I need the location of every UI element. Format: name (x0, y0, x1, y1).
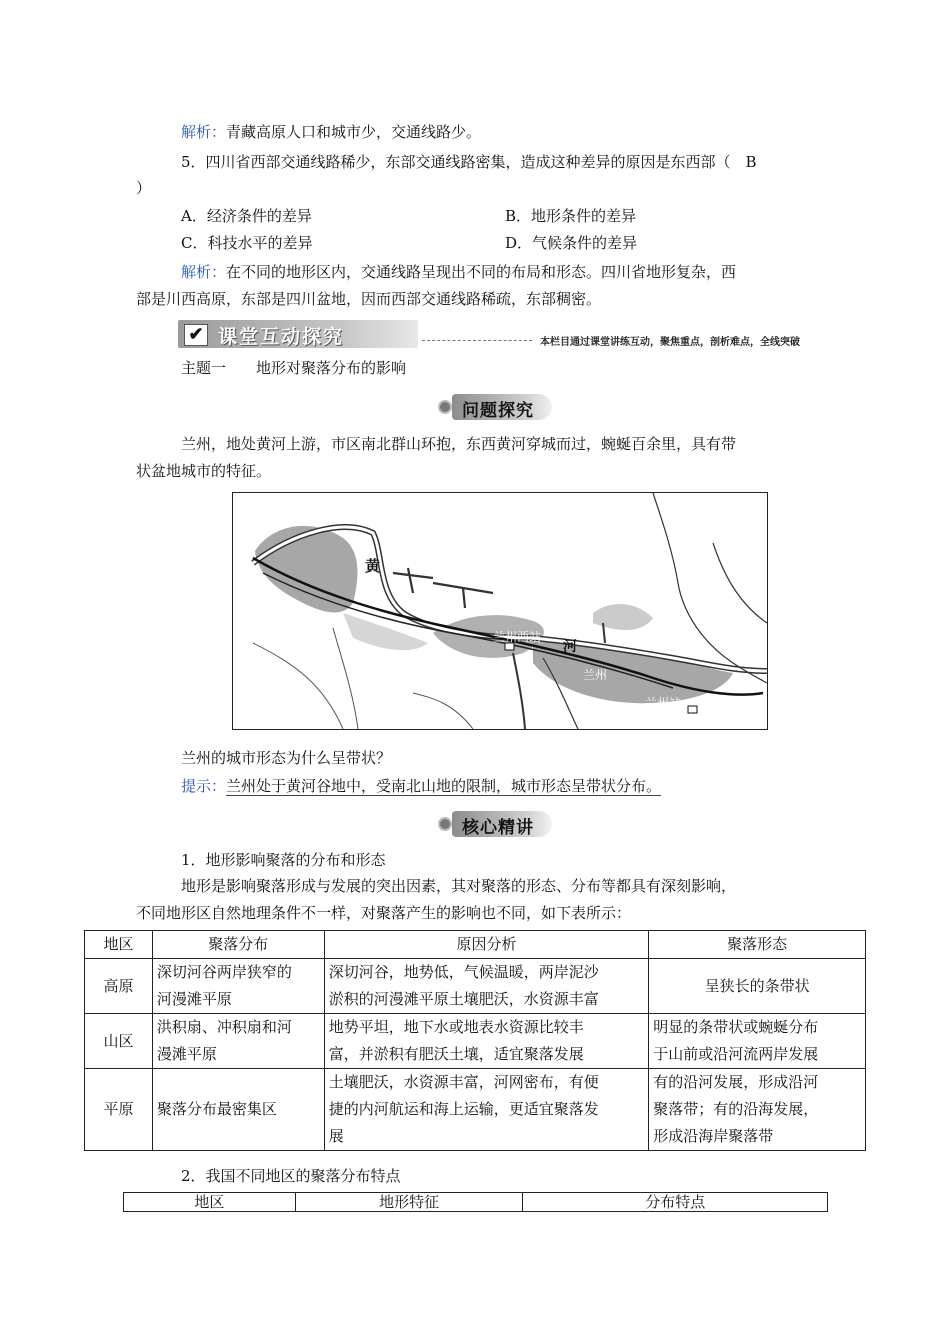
question-text: 兰州的城市形态为什么呈带状？ (181, 749, 392, 767)
cell-line: 土壤肥沃，水资源丰富，河网密布，有便 (328, 1073, 599, 1091)
point1-para2: 不同地形区自然地理条件不一样，对聚落产生的影响也不同，如下表所示： (136, 904, 632, 922)
map-label-zhan: 兰州站 (645, 696, 682, 710)
station-west-marker (505, 643, 514, 650)
cell-line: 于山前或沿河流两岸发展 (653, 1045, 819, 1063)
section-banner (178, 320, 850, 350)
cell-line: 地势平坦，地下水或地表水资源比较丰 (328, 1018, 584, 1036)
q5-stem-cont: ） (136, 179, 152, 197)
cell-region: 山区 (85, 1014, 153, 1069)
table-header-row (85, 931, 866, 959)
cell-line: 展 (328, 1127, 344, 1145)
hint-text (181, 776, 661, 796)
banner-note: 本栏目通过课堂讲练互动，聚焦重点，剖析难点，全线突破 (540, 337, 800, 348)
mountain-ridge-1 (393, 568, 433, 593)
point1-heading: 1．地形影响聚落的分布和形态 (181, 851, 386, 869)
header-pattern: 分布特点 (523, 1193, 828, 1212)
table-row (85, 1069, 866, 1151)
cell-line: 有的沿河发展，形成沿河 (653, 1073, 819, 1091)
q5-option-a: A．经济条件的差异 (181, 207, 312, 225)
cell-reason (324, 1069, 649, 1151)
tributary-south (513, 653, 525, 729)
header-distribution: 聚落分布 (152, 931, 324, 959)
intro-line2: 状盆地城市的特征。 (136, 462, 272, 480)
cell-form (649, 1014, 866, 1069)
intro-line1: 兰州，地处黄河上游，市区南北群山环抱，东西黄河穿城而过，蜿蜒百余里，具有带 (181, 435, 737, 453)
urban-area-west (255, 526, 357, 613)
banner-title: 课堂互动探究 (218, 326, 345, 348)
cell-line: 明显的条带状或蜿蜒分布 (653, 1018, 819, 1036)
cell-line: 河漫滩平原 (156, 990, 232, 1008)
q4-analysis (181, 122, 481, 142)
header-terrain: 地形特征 (295, 1193, 523, 1212)
header-region: 地区 (124, 1193, 296, 1212)
map-label-lanzhou: 兰州 (583, 668, 608, 682)
section-pill-core (438, 811, 558, 837)
mountain-ridge-2 (433, 583, 493, 608)
cell-line: 深切河谷两岸狭窄的 (156, 963, 292, 981)
cell-line: 深切河谷，地势低，气候温暖，两岸泥沙 (328, 963, 599, 981)
tributary-northeast (713, 543, 767, 623)
section-pill-problem (438, 394, 558, 420)
map-label-huang: 黄 (365, 557, 381, 575)
cell-reason (324, 959, 649, 1014)
cell-line: 形成沿海岸聚落带 (653, 1127, 774, 1145)
q5-option-b: B．地形条件的差异 (505, 207, 637, 225)
lanzhou-map (232, 492, 768, 730)
cell-form: 呈狭长的条带状 (649, 959, 866, 1014)
bullet-icon (438, 817, 452, 831)
regional-settlement-table (123, 1192, 828, 1212)
banner-divider (422, 340, 532, 341)
terrain-settlement-table (84, 930, 866, 1151)
q5-stem: 5．四川省西部交通线路稀少，东部交通线路密集，造成这种差异的原因是东西部（ B (181, 153, 757, 171)
pill-title: 问题探究 (462, 401, 534, 421)
road-west (253, 643, 343, 729)
cell-line: 聚落带；有的沿海发展， (653, 1100, 819, 1118)
cell-line: 洪积扇、冲积扇和河 (156, 1018, 292, 1036)
header-region: 地区 (85, 931, 153, 959)
cell-line: 捷的内河航运和海上运输，更适宜聚落发 (328, 1100, 599, 1118)
header-form: 聚落形态 (649, 931, 866, 959)
mountain-shade-north (593, 604, 653, 630)
cell-distribution (152, 1014, 324, 1069)
table-row (85, 959, 866, 1014)
q5-option-c: C．科技水平的差异 (181, 234, 313, 252)
header-reason: 原因分析 (324, 931, 649, 959)
table-header-row (124, 1193, 828, 1212)
cell-distribution (152, 959, 324, 1014)
pill-title: 核心精讲 (462, 818, 534, 838)
map-label-xizhan: 兰州西站 (493, 630, 542, 644)
point1-para1: 地形是影响聚落形成与发展的突出因素，其对聚落的形态、分布等都具有深刻影响， (181, 877, 737, 895)
mountain-ridge-4 (413, 693, 473, 729)
table-row (85, 1014, 866, 1069)
analysis-label: 解析： (181, 263, 227, 281)
cell-line: 淤积的河漫滩平原土壤肥沃，水资源丰富 (328, 990, 599, 1008)
station-lanzhou-marker (688, 706, 697, 713)
q5-analysis-line1 (181, 262, 736, 282)
road-southwest (333, 628, 358, 729)
analysis-label: 解析： (181, 123, 227, 141)
cell-line: 富，并淤积有肥沃土壤，适宜聚落发展 (328, 1045, 584, 1063)
topic-heading: 主题一 地形对聚落分布的影响 (181, 359, 407, 377)
map-label-he: 河 (563, 639, 577, 655)
bullet-icon (438, 400, 452, 414)
hint-label: 提示： (181, 777, 227, 795)
hint-body: 兰州处于黄河谷地中，受南北山地的限制，城市形态呈带状分布。 (226, 777, 662, 795)
q5-option-d: D．气候条件的差异 (505, 234, 638, 252)
cell-region: 平原 (85, 1069, 153, 1151)
cell-form (649, 1069, 866, 1151)
cell-distribution: 聚落分布最密集区 (152, 1069, 324, 1151)
q5-analysis-line2: 部是川西高原，东部是四川盆地，因而西部交通线路稀疏，东部稠密。 (136, 290, 602, 308)
cell-reason (324, 1014, 649, 1069)
analysis-text: 青藏高原人口和城市少，交通线路少。 (226, 123, 482, 141)
cell-line: 漫滩平原 (156, 1045, 217, 1063)
point2-heading: 2．我国不同地区的聚落分布特点 (181, 1167, 401, 1185)
analysis-text: 在不同的地形区内，交通线路呈现出不同的布局和形态。四川省地形复杂，西 (226, 263, 737, 281)
cell-region: 高原 (85, 959, 153, 1014)
map-drawing (233, 493, 767, 729)
check-icon: ✔ (184, 324, 208, 346)
